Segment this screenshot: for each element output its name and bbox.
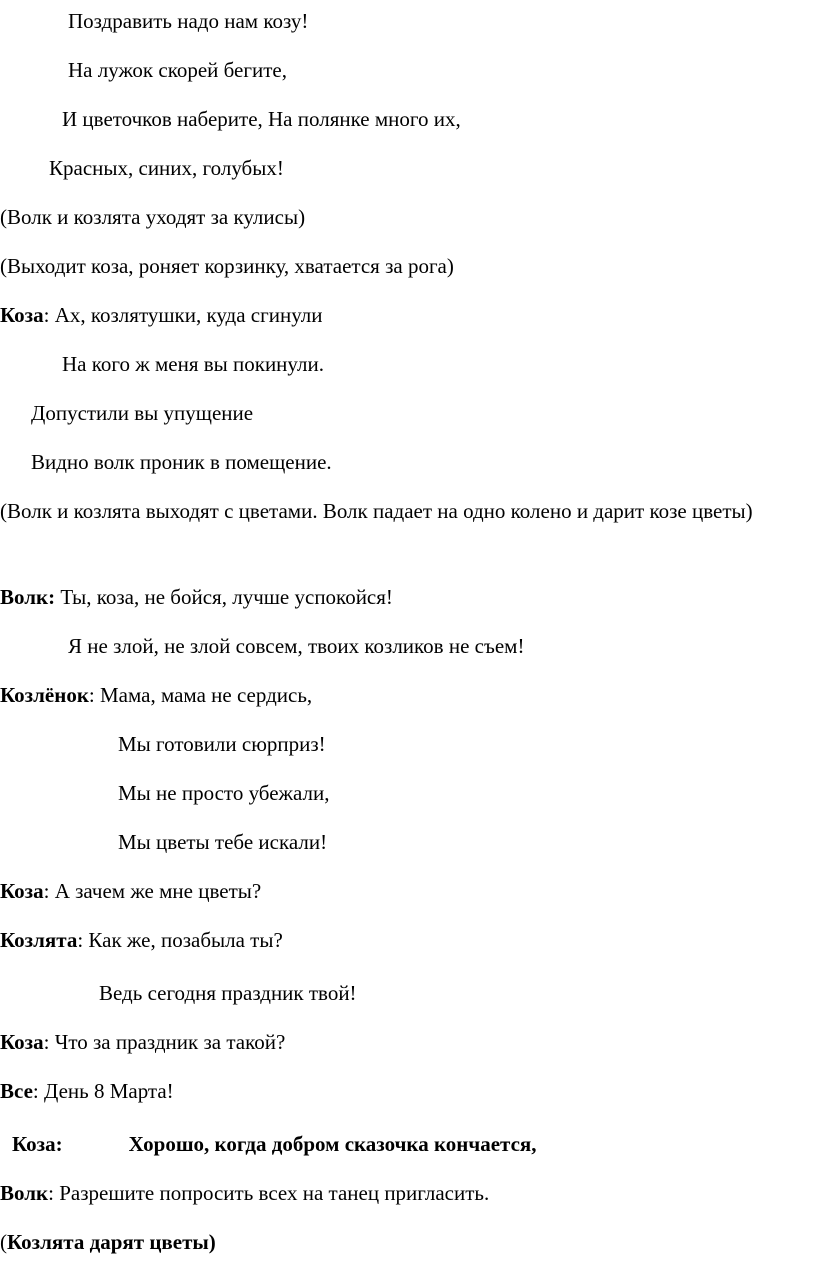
dialogue-text: : А зачем же мне цветы? <box>43 879 262 903</box>
dialogue-line-kozlenok <box>0 682 312 708</box>
dialogue-line-kozlyata <box>0 927 283 953</box>
speaker-name: Коза: <box>12 1132 63 1156</box>
verse-line-7: Видно волк проник в помещение. <box>31 450 332 474</box>
dialogue-text: : День 8 Марта! <box>32 1079 174 1103</box>
stage-direction-1: (Волк и козлята уходят за кулисы) <box>0 205 306 229</box>
verse-line-10: Мы не просто убежали, <box>118 781 330 805</box>
verse-line-1: Поздравить надо нам козу! <box>68 9 309 33</box>
speaker-name: Все <box>0 1079 33 1103</box>
stage-direction-3: (Волк и козлята выходят с цветами. Волк падает на одно колено и дарит козе цветы) <box>0 499 753 523</box>
dialogue-text: Ты, коза, не бойся, лучше успокойся! <box>55 585 393 609</box>
verse-line-3: И цветочков наберите, На полянке много их, <box>62 107 461 131</box>
verse-line-8: Я не злой, не злой совсем, твоих козликов не съем! <box>68 634 525 658</box>
verse-line-9: Мы готовили сюрприз! <box>118 732 326 756</box>
dialogue-line-koza-4 <box>12 1131 537 1157</box>
verse-line-11: Мы цветы тебе искали! <box>118 830 328 854</box>
speaker-name: Козлята <box>0 928 78 952</box>
speaker-name: Коза <box>0 303 44 327</box>
speaker-name: Козлёнок <box>0 683 89 707</box>
speaker-name: Коза <box>0 879 44 903</box>
dialogue-line-koza-1 <box>0 302 323 328</box>
verse-line-4: Красных, синих, голубых! <box>49 156 284 180</box>
dialogue-text: : Как же, позабыла ты? <box>77 928 283 952</box>
dialogue-text: : Разрешите попросить всех на танец пригласить. <box>48 1181 490 1205</box>
speaker-name: Волк: <box>0 585 56 609</box>
verse-line-6: Допустили вы упущение <box>31 401 254 425</box>
dialogue-text: : Мама, мама не сердись, <box>88 683 313 707</box>
dialogue-text: : Ах, козлятушки, куда сгинули <box>43 303 323 327</box>
stage-direction-2: (Выходит коза, роняет корзинку, хватается за рога) <box>0 254 454 278</box>
verse-line-2: На лужок скорей бегите, <box>68 58 287 82</box>
speaker-name: Коза <box>0 1030 44 1054</box>
dialogue-text: Хорошо, когда добром сказочка кончается, <box>128 1132 537 1156</box>
stage-direction-final <box>0 1229 216 1255</box>
dialogue-line-koza-2 <box>0 878 261 904</box>
verse-line-5: На кого ж меня вы покинули. <box>62 352 324 376</box>
verse-line-12: Ведь сегодня праздник твой! <box>99 981 357 1005</box>
open-paren: ( <box>0 1230 7 1254</box>
dialogue-line-koza-3 <box>0 1029 285 1055</box>
speaker-name: Волк <box>0 1181 49 1205</box>
dialogue-line-volk-2 <box>0 1180 489 1206</box>
stage-direction-text: Козлята дарят цветы) <box>7 1230 216 1254</box>
dialogue-line-vse <box>0 1078 174 1104</box>
dialogue-text: : Что за праздник за такой? <box>43 1030 286 1054</box>
dialogue-line-volk-1 <box>0 584 393 610</box>
